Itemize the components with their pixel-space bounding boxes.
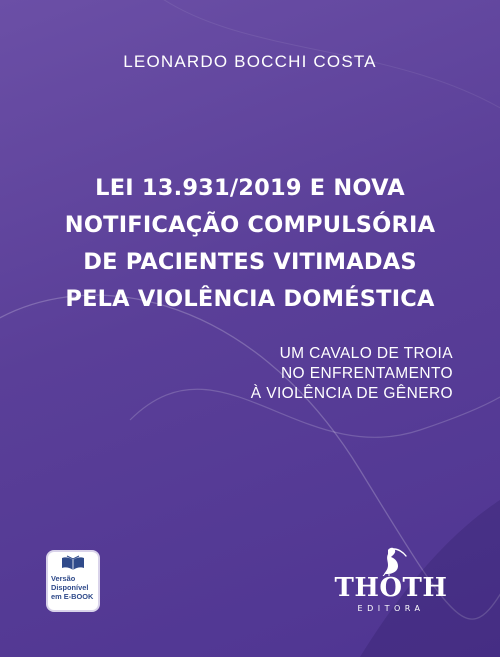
ibis-bird-icon <box>374 546 408 576</box>
ebook-line: Disponível <box>51 583 89 592</box>
ebook-line: em E-BOOK <box>51 592 94 601</box>
publisher-subtitle: EDITORA <box>357 604 425 613</box>
book-subtitle <box>133 344 453 404</box>
title-line: LEI 13.931/2019 E NOVA <box>95 175 405 201</box>
title-line: NOTIFICAÇÃO COMPULSÓRIA <box>64 212 436 238</box>
book-title <box>20 170 480 318</box>
publisher-logo <box>333 546 449 616</box>
publisher-name: THOTH <box>334 573 448 603</box>
author-name: LEONARDO BOCCHI COSTA <box>123 52 377 71</box>
title-line: DE PACIENTES VITIMADAS <box>83 249 417 275</box>
subtitle-line: UM CAVALO DE TROIA <box>279 345 453 362</box>
book-icon <box>61 554 85 572</box>
subtitle-line: À VIOLÊNCIA DE GÊNERO <box>250 385 453 402</box>
ebook-line: Versão <box>51 574 76 583</box>
ebook-badge-text <box>51 574 97 601</box>
ebook-badge <box>48 552 98 610</box>
subtitle-line: NO ENFRENTAMENTO <box>280 365 453 382</box>
title-line: PELA VIOLÊNCIA DOMÉSTICA <box>65 286 435 312</box>
